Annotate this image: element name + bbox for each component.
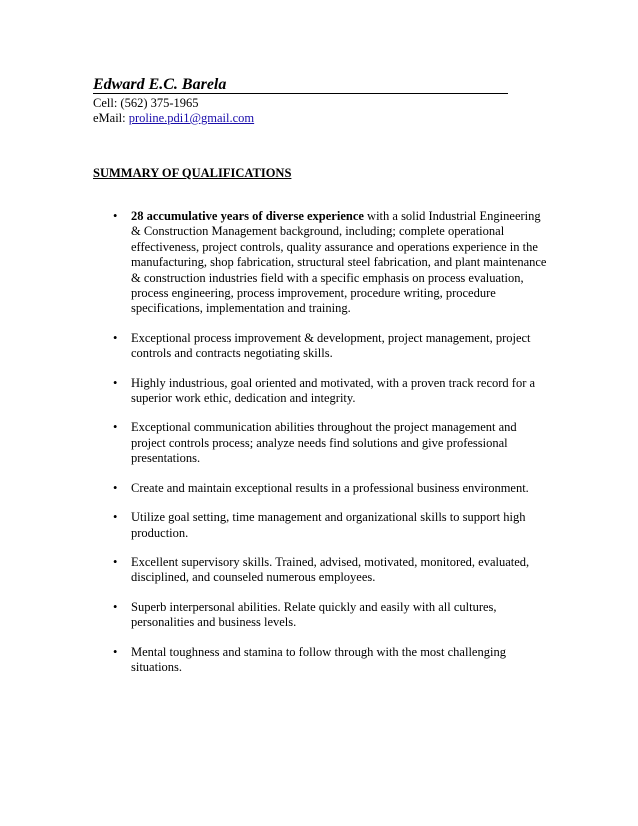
list-item xyxy=(113,331,553,362)
cell-phone: Cell: (562) 375-1965 xyxy=(93,96,199,110)
list-item-text: Superb interpersonal abilities. Relate quickly and easily with all cultures, personalities and business levels. xyxy=(131,599,497,630)
name-header xyxy=(93,76,508,94)
email-line xyxy=(93,111,254,126)
bullet-icon: • xyxy=(113,554,118,569)
bullet-icon: • xyxy=(113,644,118,659)
summary-list xyxy=(113,209,553,689)
list-item-bold: 28 accumulative years of diverse experience xyxy=(131,209,364,223)
email-label: eMail: xyxy=(93,111,129,125)
list-item-text: Exceptional communication abilities throughout the project management and project controls process; analyze needs find solutions and give professional presentations. xyxy=(131,420,517,466)
list-item-text: with a solid Industrial Engineering & Construction Management background, including; complete operational effectiveness, project controls, quality assurance and operations experience in the manufacturing, shop fabrication, structural steel fabrication, and plant maintenance & construction industries field with a specific emphasis on process evaluation, process engineering, process improvement, procedure writing, procedure specifications, implementation and training. xyxy=(131,209,547,316)
bullet-icon: • xyxy=(113,330,118,345)
summary-heading: SUMMARY OF QUALIFICATIONS xyxy=(93,166,292,180)
list-item-text: Highly industrious, goal oriented and motivated, with a proven track record for a superior work ethic, dedication and integrity. xyxy=(131,375,536,406)
bullet-icon: • xyxy=(113,375,118,390)
list-item xyxy=(113,510,553,541)
list-item-text: Utilize goal setting, time management and organizational skills to support high production. xyxy=(131,510,526,540)
bullet-icon: • xyxy=(113,209,118,223)
list-item-text: Excellent supervisory skills. Trained, advised, motivated, monitored, evaluated, disciplined, and counseled numerous employees. xyxy=(131,554,530,585)
email-link[interactable]: proline.pdi1@gmail.com xyxy=(128,111,255,125)
list-item xyxy=(113,420,553,466)
list-item xyxy=(113,645,553,676)
list-item-text: Create and maintain exceptional results in a professional business environment. xyxy=(131,480,529,495)
candidate-name: Edward E.C. Barela xyxy=(93,76,227,93)
bullet-icon: • xyxy=(113,599,118,614)
bullet-icon: • xyxy=(113,510,118,525)
list-item xyxy=(113,481,553,496)
list-item xyxy=(113,376,553,407)
list-item-text: Exceptional process improvement & development, project management, project controls and contracts negotiating skills. xyxy=(131,330,531,361)
list-item xyxy=(113,555,553,586)
list-item xyxy=(113,600,553,631)
list-item xyxy=(113,209,553,317)
list-item-text: Mental toughness and stamina to follow through with the most challenging situations. xyxy=(131,644,506,674)
bullet-icon: • xyxy=(113,420,118,435)
bullet-icon: • xyxy=(113,480,118,495)
